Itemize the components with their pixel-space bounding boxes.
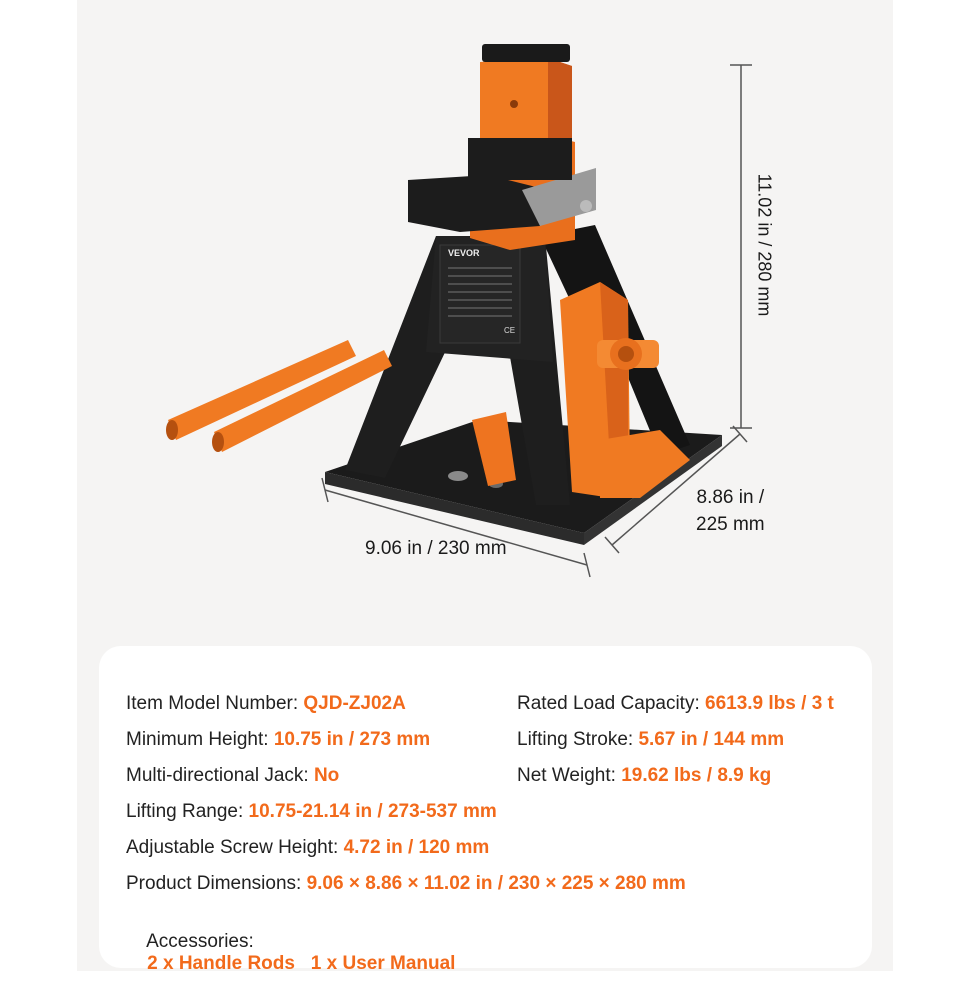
spec-value: 10.75 in / 273 mm bbox=[273, 729, 431, 750]
height-dimension-label: 11.02 in / 280 mm bbox=[754, 173, 775, 317]
spec-lifting-stroke bbox=[517, 729, 784, 751]
spec-lifting-range bbox=[126, 801, 497, 823]
spec-value: No bbox=[313, 765, 340, 786]
spec-value: 19.62 lbs / 8.9 kg bbox=[621, 765, 772, 786]
spec-value: 9.06 × 8.86 × 11.02 in / 230 × 225 × 280 mm bbox=[306, 873, 686, 894]
spec-value: 6613.9 lbs / 3 t bbox=[705, 693, 834, 714]
spec-min-height bbox=[126, 729, 430, 751]
depth-dimension-label bbox=[696, 484, 765, 538]
spec-value: QJD-ZJ02A bbox=[303, 693, 406, 714]
spec-label: Accessories: bbox=[146, 931, 254, 952]
spec-value: 10.75-21.14 in / 273-537 mm bbox=[248, 801, 497, 822]
spec-label: Net Weight: bbox=[517, 765, 616, 786]
depth-line-2: 225 mm bbox=[696, 514, 765, 535]
spec-accessories bbox=[126, 909, 455, 997]
spec-product-dimensions bbox=[126, 873, 686, 895]
spec-label: Adjustable Screw Height: bbox=[126, 837, 339, 858]
spec-label: Lifting Stroke: bbox=[517, 729, 634, 750]
handle-rods bbox=[166, 340, 392, 452]
width-dimension-label: 9.06 in / 230 mm bbox=[365, 538, 507, 559]
spec-value: 2 x Handle Rods 1 x User Manual bbox=[147, 953, 456, 974]
spec-model bbox=[126, 693, 406, 715]
spec-label: Minimum Height: bbox=[126, 729, 269, 750]
spec-label: Rated Load Capacity: bbox=[517, 693, 700, 714]
ce-mark: CE bbox=[504, 326, 516, 335]
depth-line-1: 8.86 in / bbox=[696, 487, 765, 508]
spec-net-weight bbox=[517, 765, 771, 787]
spec-load-capacity bbox=[517, 693, 834, 715]
spec-label: Item Model Number: bbox=[126, 693, 299, 714]
spec-multi-directional bbox=[126, 765, 339, 787]
spec-value: 5.67 in / 144 mm bbox=[638, 729, 785, 750]
spec-value: 4.72 in / 120 mm bbox=[343, 837, 490, 858]
spec-label: Product Dimensions: bbox=[126, 873, 302, 894]
specifications-card bbox=[99, 646, 872, 974]
spec-screw-height bbox=[126, 837, 489, 859]
spec-label: Multi-directional Jack: bbox=[126, 765, 309, 786]
locking-collar bbox=[408, 138, 596, 232]
brand-label: VEVOR bbox=[448, 248, 480, 258]
spec-label: Lifting Range: bbox=[126, 801, 244, 822]
